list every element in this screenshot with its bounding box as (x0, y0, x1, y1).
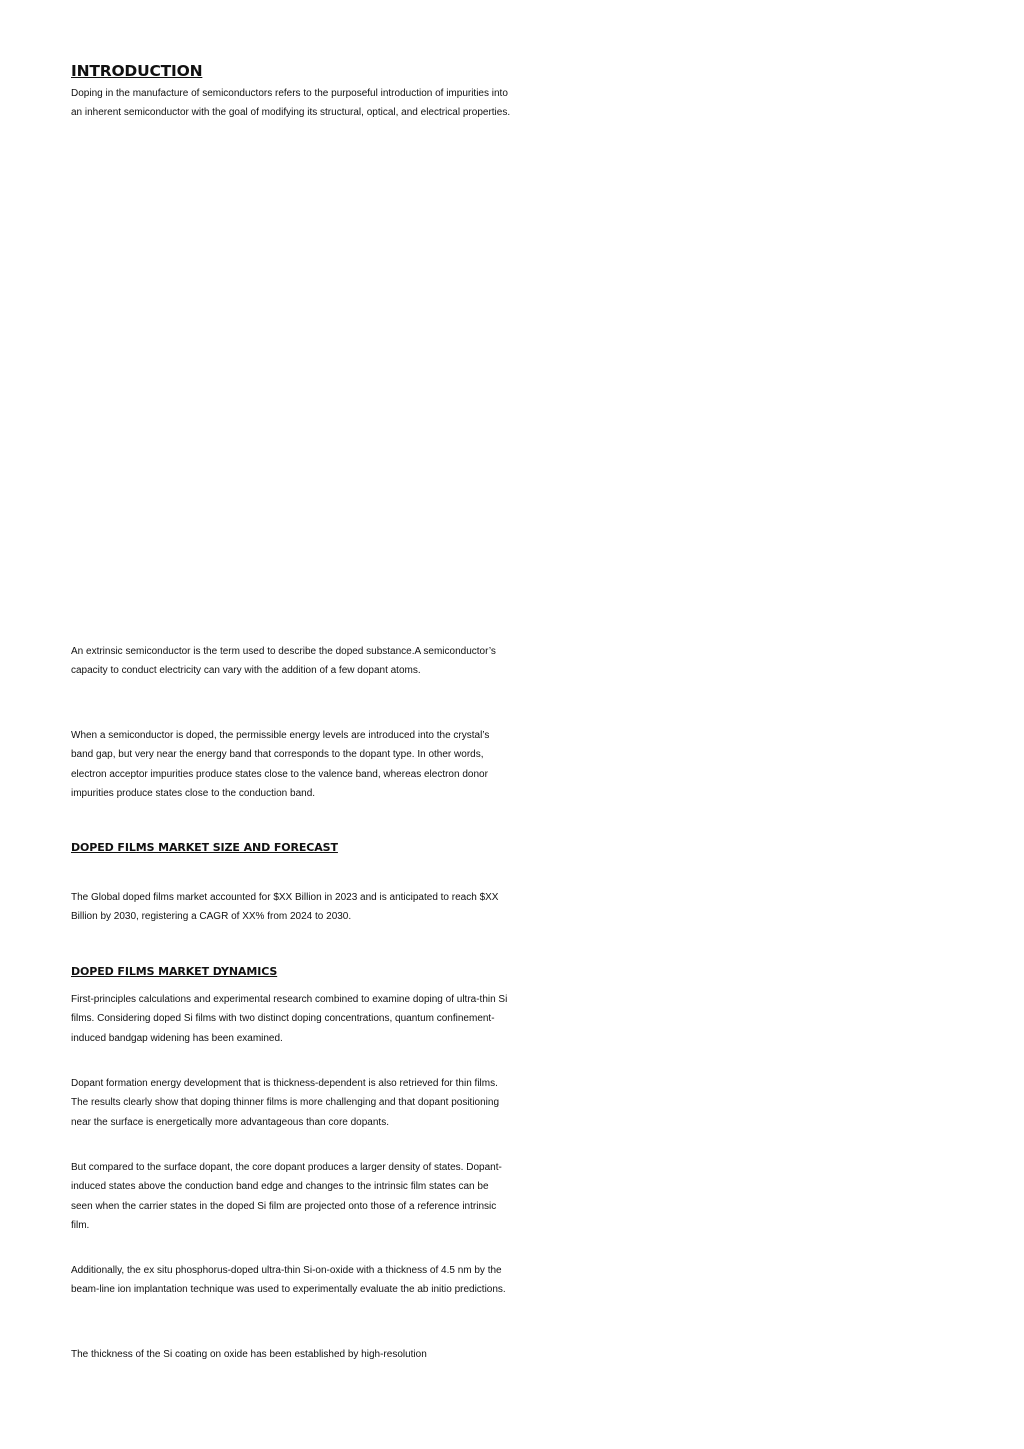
dynamics-paragraph-5: The thickness of the Si coating on oxide has been established by high-resolution (71, 1349, 427, 1360)
market-dynamics-heading: DOPED FILMS MARKET DYNAMICS (71, 965, 278, 978)
dynamics-paragraph-3: But compared to the surface dopant, the core dopant produces a larger density of states. Dopant-induced states above the conduction band edge and changes to the intrinsic film states can be seen when the carrier states in the doped Si film are projected onto those of a reference intrinsic film. (71, 1162, 502, 1232)
introduction-paragraph-3: When a semiconductor is doped, the permissible energy levels are introduced into the crystal’s band gap, but very near the energy band that corresponds to the dopant type. In other words, electron acceptor impurities produce states close to the valence band, whereas electron donor impurities produce states close to the conduction band. (71, 730, 490, 800)
dynamics-paragraph-2: Dopant formation energy development that is thickness-dependent is also retrieved for thin films. The results clearly show that doping thinner films is more challenging and that dopant positioning near the surface is energetically more advantageous than core dopants. (71, 1078, 500, 1128)
introduction-paragraph-2: An extrinsic semiconductor is the term used to describe the doped substance.A semiconductor’s capacity to conduct electricity can vary with the addition of a few dopant atoms. (71, 646, 496, 677)
dynamics-paragraph-4: Additionally, the ex situ phosphorus-doped ultra-thin Si-on-oxide with a thickness of 4.5 nm by the beam-line ion implantation technique was used to experimentally evaluate the ab initio predictions. (71, 1265, 506, 1296)
introduction-heading: INTRODUCTION (71, 62, 203, 80)
market-size-heading: DOPED FILMS MARKET SIZE AND FORECAST (71, 841, 338, 854)
market-size-paragraph: The Global doped films market accounted for $XX Billion in 2023 and is anticipated to reach $XX Billion by 2030, registering a CAGR of XX% from 2024 to 2030. (71, 892, 499, 923)
dynamics-paragraph-1: First-principles calculations and experimental research combined to examine doping of ultra-thin Si films. Considering doped Si films with two distinct doping concentrations, quantum confinement-induced bandgap widening has been examined. (71, 994, 508, 1044)
introduction-paragraph-1: Doping in the manufacture of semiconductors refers to the purposeful introduction of impurities into an inherent semiconductor with the goal of modifying its structural, optical, and electrical properties. (71, 88, 511, 119)
blank-figure-area (71, 150, 511, 630)
